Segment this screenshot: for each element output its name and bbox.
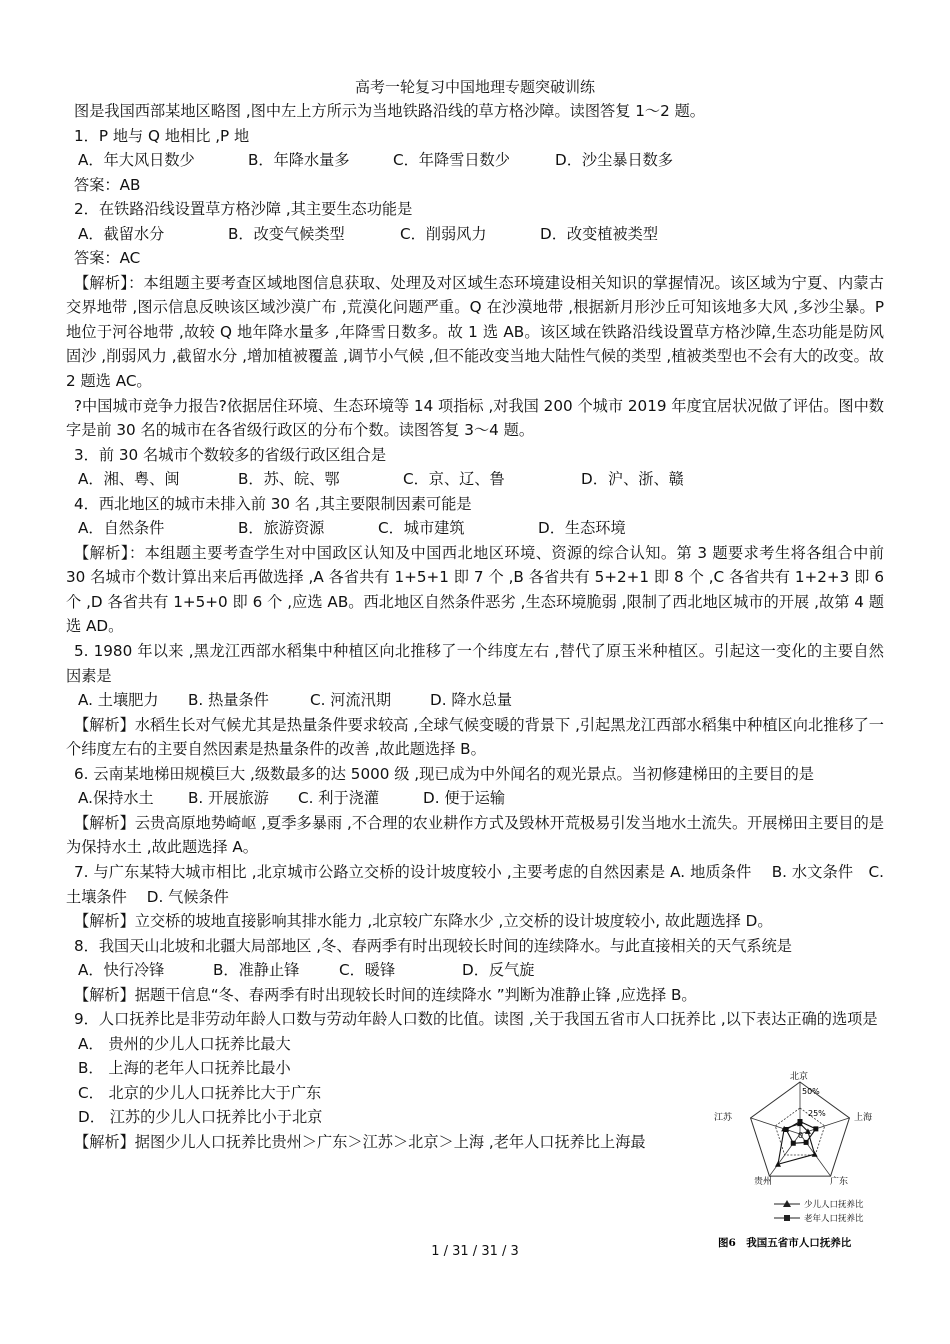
option: C．京、辽、鲁 xyxy=(403,470,505,489)
question-6-analysis: 【解析】云贵高原地势崎岖 ,夏季多暴雨 ,不合理的农业耕作方式及毁林开荒极易引发当地水土流失。开展梯田主要目的是为保持水土 ,故此题选择 A。 xyxy=(66,813,884,857)
data-point-elderly-2 xyxy=(804,1140,809,1145)
analysis-1-2: 【解析】：本组题主要考查区域地图信息获取、处理及对区域生态环境建设相关知识的掌握情况。该区域为宁夏、内蒙古交界地带 ,图示信息反映该区域沙漠广布 ,荒漠化问题严重。Q 在沙漠地带 ,根据新月形沙丘可知该地多大风 ,多沙尘暴。P 地位于河谷地带 ,故较 Q 地年降水量多 ,年降雪日数多。故 1 选 AB。该区域在铁路沿线设置草方格沙障,生态功能是防风固沙 ,削弱风力 ,截留水分 ,增加植被覆盖 ,调节小气候 ,但不能改变当地大陆性气候的类型 ,植被类型也不会有大的改变。故 2 题选 AC。 xyxy=(66,273,884,391)
question-2-answer: 答案：AC xyxy=(74,249,141,268)
question-5-stem: 5. 1980 年以来 ,黑龙江西部水稻集中种植区向北推移了一个纬度左右 ,替代了原玉米种植区。引起这一变化的主要自然因素是 xyxy=(66,642,884,685)
question-9-stem: 9．人口抚养比是非劳动年龄人口数与劳动年龄人口数的比值。读图 ,关于我国五省市人口抚养比 ,以下表达正确的选项是 xyxy=(74,1010,878,1029)
option: D． 江苏的少儿人口抚养比小于北京 xyxy=(78,1108,323,1127)
option: D. 便于运输 xyxy=(423,789,506,808)
option: A．截留水分 xyxy=(78,224,165,243)
question-6-stem: 6. 云南某地梯田规模巨大 ,级数最多的达 5000 级 ,现已成为中外闻名的观光景点。当初修建梯田的主要目的是 xyxy=(74,764,814,783)
question-5-options xyxy=(66,688,884,713)
question-8-options xyxy=(66,958,884,983)
option: D．反气旋 xyxy=(462,961,535,980)
radar-chart-figure xyxy=(716,1070,884,1260)
option: B．年降水量多 xyxy=(248,151,350,170)
option: C．削弱风力 xyxy=(400,224,487,243)
question-1-stem: 1．P 地与 Q 地相比 ,P 地 xyxy=(74,126,250,145)
option: A. 土壤肥力 xyxy=(78,691,159,710)
question-2-stem: 2．在铁路沿线设置草方格沙障 ,其主要生态功能是 xyxy=(74,200,413,219)
question-4-stem: 4．西北地区的城市未排入前 30 名 ,其主要限制因素可能是 xyxy=(74,494,472,513)
option: D. 降水总量 xyxy=(430,691,513,710)
question-9-options xyxy=(66,1032,716,1155)
axis-label-shanghai: 上海 xyxy=(854,1113,873,1123)
page-footer: 1 / 31 / 31 / 3 xyxy=(431,1244,519,1259)
option: A．快行冷锋 xyxy=(78,961,165,980)
radar-grid xyxy=(751,1082,850,1176)
option: A.保持水土 xyxy=(78,789,154,808)
page-title: 高考一轮复习中国地理专题突破训练 xyxy=(354,78,595,96)
ring-label-25: 25% xyxy=(808,1109,826,1118)
option: C. 河流汛期 xyxy=(310,691,392,710)
question-8-analysis: 【解析】据题干信息“冬、春两季有时出现较长时间的连续降水 ”判断为准静止锋 ,应选择 B。 xyxy=(74,985,697,1004)
question-9-analysis: 【解析】据图少儿人口抚养比贵州＞广东＞江苏＞北京＞上海 ,老年人口抚养比上海最 xyxy=(74,1132,646,1151)
document-body xyxy=(66,99,884,1155)
analysis-3-4: 【解析】：本组题主要考查学生对中国政区认知及中国西北地区环境、资源的综合认知。第 3 题要求考生将各组合中前 30 名城市个数计算出来后再做选择 ,A 各省共有 1+5+1 即 7 个 ,B 各省共有 5+2+1 即 8 个 ,C 各省共有 1+2+3 即 6 个 ,D 各省共有 1+5+0 即 6 个 ,应选 AB。西北地区自然条件恶劣 ,生态环境脆弱 ,限制了西北地区城市的开展 ,故第 4 题选 AD。 xyxy=(66,543,884,636)
option: C． 北京的少儿人口抚养比大于广东 xyxy=(78,1083,322,1102)
question-1-answer: 答案：AB xyxy=(74,175,141,194)
legend xyxy=(774,1199,864,1224)
data-point-elderly-4 xyxy=(784,1127,789,1132)
question-4-options xyxy=(66,516,884,541)
question-3-options xyxy=(66,467,884,492)
option: B. 热量条件 xyxy=(188,691,269,710)
option: A．年大风日数少 xyxy=(78,151,195,170)
option: B． 上海的老年人口抚养比最小 xyxy=(78,1059,291,1078)
option: A．湘、粤、闽 xyxy=(78,470,180,489)
data-point-elderly-0 xyxy=(798,1119,803,1124)
question-7-analysis: 【解析】立交桥的坡地直接影响其排水能力 ,北京较广东降水少 ,立交桥的设计坡度较小, 故此题选择 D。 xyxy=(74,912,773,931)
option: A．自然条件 xyxy=(78,519,165,538)
question-2-options xyxy=(66,222,884,247)
option: B．准静止锋 xyxy=(213,961,300,980)
data-point-elderly-3 xyxy=(791,1141,796,1146)
data-point-child-2 xyxy=(812,1151,818,1157)
option: B．苏、皖、鄂 xyxy=(238,470,340,489)
axis-label-beijing: 北京 xyxy=(790,1072,809,1082)
question-5-analysis: 【解析】水稻生长对气候尤其是热量条件要求较高 ,全球气候变暖的背景下 ,引起黑龙江西部水稻集中种植区向北推移了一个纬度左右的主要自然因素是热量条件的改善 ,故此题选择 B。 xyxy=(66,715,884,759)
ring-label-50: 50% xyxy=(802,1087,820,1096)
question-3-stem: 3．前 30 名城市个数较多的省级行政区组合是 xyxy=(74,445,387,464)
axis-label-jiangsu: 江苏 xyxy=(714,1113,733,1123)
option: D．沪、浙、赣 xyxy=(581,470,684,489)
legend-marker-elderly xyxy=(784,1215,790,1221)
ring-label-0: 0 xyxy=(798,1131,804,1140)
option: C．城市建筑 xyxy=(378,519,465,538)
option: C．暖锋 xyxy=(339,961,396,980)
option: D．改变植被类型 xyxy=(540,224,659,243)
legend-label-child: 少儿人口抚养比 xyxy=(804,1200,864,1210)
figure-caption: 图6 我国五省市人口抚养比 xyxy=(718,1237,852,1249)
option: C. 利于浇灌 xyxy=(298,789,380,808)
option: A． 贵州的少儿人口抚养比最大 xyxy=(78,1034,291,1053)
option: B．旅游资源 xyxy=(238,519,325,538)
option: B. 开展旅游 xyxy=(188,789,269,808)
intro-paragraph-2: ?中国城市竞争力报告?依据居住环境、生态环境等 14 项指标 ,对我国 200 个城市 2019 年度宜居状况做了评估。图中数字是前 30 名的城市在各省级行政区的分布个数。读图答复 3～4 题。 xyxy=(66,396,884,440)
question-8-stem: 8．我国天山北坡和北疆大局部地区 ,冬、春两季有时出现较长时间的连续降水。与此直接相关的天气系统是 xyxy=(74,936,792,955)
option: D．生态环境 xyxy=(538,519,626,538)
option: B．改变气候类型 xyxy=(228,224,345,243)
data-point-elderly-1 xyxy=(813,1126,818,1131)
radar-chart xyxy=(716,1070,884,1260)
legend-label-elderly: 老年人口抚养比 xyxy=(804,1214,864,1224)
question-7-stem: 7. 与广东某特大城市相比 ,北京城市公路立交桥的设计坡度较小 ,主要考虑的自然因素是 A. 地质条件 B. 水文条件 C. 土壤条件 D. 气候条件 xyxy=(66,862,884,906)
option: D．沙尘暴日数多 xyxy=(555,151,674,170)
axis-label-guangdong: 广东 xyxy=(830,1177,849,1187)
option: C．年降雪日数少 xyxy=(393,151,510,170)
axis-label-guizhou: 贵州 xyxy=(754,1177,773,1187)
question-1-options xyxy=(66,148,884,173)
question-6-options xyxy=(66,786,884,811)
intro-paragraph-1: 图是我国西部某地区略图 ,图中左上方所示为当地铁路沿线的草方格沙障。读图答复 1～2 题。 xyxy=(74,102,705,120)
